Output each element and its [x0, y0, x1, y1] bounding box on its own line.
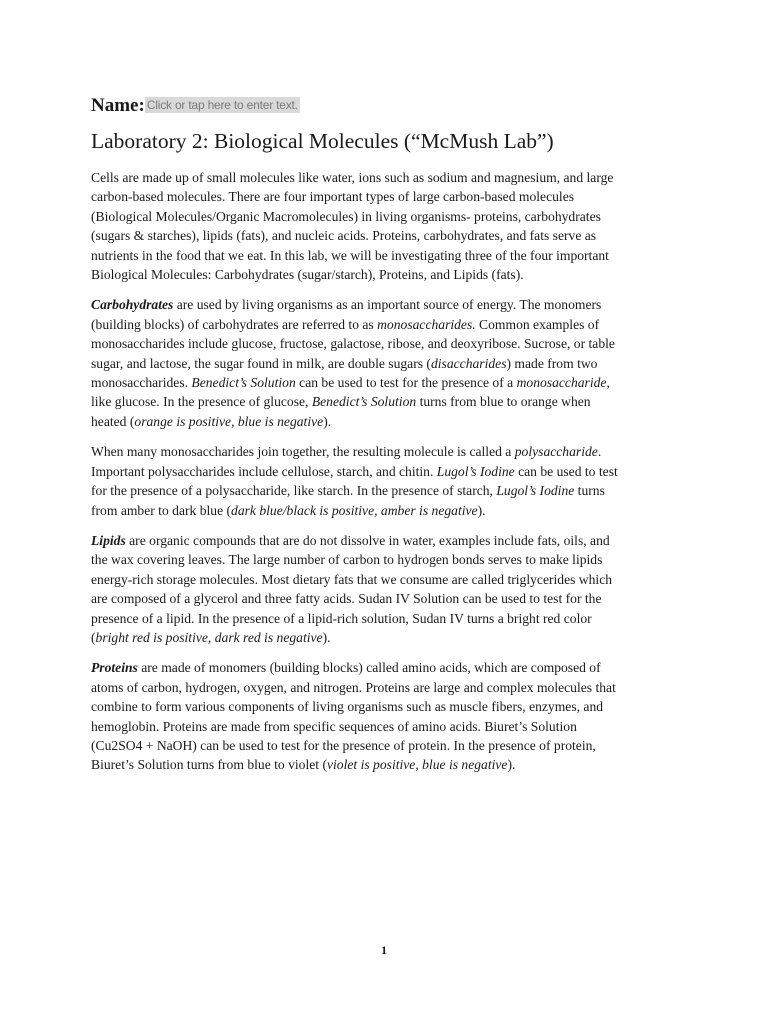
italic-term: disaccharides — [430, 355, 507, 371]
text-line — [91, 392, 681, 411]
polysaccharides-paragraph — [91, 442, 681, 520]
text-line: the wax covering leaves. The large number of carbon to hydrogen bonds serves to make lipids — [91, 552, 603, 568]
text-line — [91, 295, 681, 314]
text-run: Biuret’s Solution turns from blue to violet ( — [91, 757, 327, 773]
text-line — [91, 315, 681, 334]
text-line: carbon-based molecules. There are four important types of large carbon-based molecules — [91, 189, 575, 205]
text-run: are made of monomers (building blocks) called amino acids, which are composed of — [137, 660, 601, 676]
italic-term: monosaccharide — [516, 375, 607, 391]
italic-term: Benedict’s Solution — [311, 394, 417, 410]
text-line: Biological Molecules: Carbohydrates (sugar/starch), Proteins, and Lipids (fats). — [91, 267, 524, 283]
text-line: presence of a lipid. In the presence of a lipid-rich solution, Sudan IV turns a bright red color — [91, 610, 592, 626]
italic-term: monosaccharides. — [377, 316, 476, 332]
text-run: sugar, and lactose, the sugar found in milk, are double sugars ( — [91, 355, 431, 371]
text-run: ). — [322, 629, 331, 645]
text-run: can be used to test — [514, 463, 618, 479]
lipids-term: Lipids — [91, 532, 126, 548]
text-line — [91, 442, 681, 461]
text-run: like glucose. In the presence of glucose, — [91, 394, 312, 410]
text-line: (sugars & starches), lipids (fats), and nucleic acids. Proteins, carbohydrates, and fats serve as — [91, 228, 597, 244]
name-label: Name: — [91, 95, 145, 116]
name-line — [91, 93, 681, 119]
text-run: , — [606, 375, 610, 391]
text-line — [91, 481, 681, 500]
text-run: turns — [574, 483, 605, 499]
text-line — [91, 354, 681, 373]
proteins-term: Proteins — [91, 660, 138, 676]
italic-term: Lugol’s Iodine — [496, 483, 575, 499]
document-body — [91, 93, 681, 775]
text-line: Cells are made up of small molecules like water, ions such as sodium and magnesium, and large — [91, 170, 614, 185]
text-line: are composed of a glycerol and three fatty acids. Sudan IV Solution can be used to test for the — [91, 591, 602, 607]
text-run: ). — [323, 413, 332, 429]
text-run: ). — [507, 757, 516, 773]
text-line — [91, 501, 681, 520]
text-run: (building blocks) of carbohydrates are referred to as — [91, 316, 378, 332]
text-run: are organic compounds that are do not dissolve in water, examples include fats, oils, and — [125, 532, 610, 548]
text-line — [91, 628, 681, 647]
text-line: (Cu2SO4 + NaOH) can be used to test for the presence of protein. In the presence of protein, — [91, 737, 596, 753]
text-line: combine to form various components of living organisms such as muscle fibers, enzymes, and — [91, 699, 604, 715]
italic-term: violet is positive, blue is negative — [327, 757, 508, 773]
text-run: ( — [91, 629, 96, 645]
text-line: nutrients in the food that we eat. In this lab, we will be investigating three of the four important — [91, 247, 609, 263]
proteins-paragraph — [91, 658, 681, 774]
text-line: atoms of carbon, hydrogen, oxygen, and nitrogen. Proteins are large and complex molecules that — [91, 679, 616, 695]
page-number: 1 — [381, 943, 387, 957]
text-run: from amber to dark blue ( — [91, 502, 232, 518]
carbohydrates-paragraph — [91, 295, 681, 431]
text-run: heated ( — [91, 413, 135, 429]
italic-term: dark blue/black is positive, amber is negative — [231, 502, 478, 518]
text-line: monosaccharides include glucose, fructose, galactose, ribose, and deoxyribose. Sucrose, or table — [91, 336, 615, 352]
text-run: ) made from two — [506, 355, 598, 371]
italic-term: polysaccharide — [514, 444, 598, 460]
italic-term: bright red is positive, dark red is negative — [95, 629, 323, 645]
text-line: hemoglobin. Proteins are made from specific sequences of amino acids. Biuret’s Solution — [91, 718, 577, 734]
text-run: for the presence of a polysaccharide, like starch. In the presence of starch, — [91, 483, 497, 499]
carbohydrates-term: Carbohydrates — [91, 297, 174, 313]
text-line — [91, 462, 681, 481]
text-run: . — [597, 444, 602, 460]
name-input-field[interactable]: Click or tap here to enter text. — [146, 98, 298, 112]
text-line — [91, 412, 681, 431]
page-title: Laboratory 2: Biological Molecules (“McMush Lab”) — [91, 129, 554, 153]
text-line — [91, 531, 681, 550]
italic-term: Lugol’s Iodine — [436, 463, 515, 479]
text-line: energy-rich storage molecules. Most dietary fats that we consume are called triglycerides which — [91, 571, 613, 587]
text-line: (Biological Molecules/Organic Macromolecules) in living organisms- proteins, carbohydrates — [91, 208, 601, 224]
intro-paragraph — [91, 168, 681, 284]
text-run: When many monosaccharides join together, the resulting molecule is called a — [91, 444, 515, 460]
text-run: ). — [477, 502, 486, 518]
italic-term: Benedict’s Solution — [191, 375, 296, 391]
text-run: monosaccharides. — [91, 375, 192, 391]
text-line — [91, 755, 681, 774]
text-line — [91, 658, 681, 677]
text-run: can be used to test for the presence of a — [295, 375, 517, 391]
text-line — [91, 373, 681, 392]
text-run: are used by living organisms as an important source of energy. The monomers — [173, 297, 602, 313]
text-run: Common examples of — [475, 316, 600, 332]
text-run: turns from blue to orange when — [416, 394, 591, 410]
text-run: Important polysaccharides include cellulose, starch, and chitin. — [91, 463, 437, 479]
italic-term: orange is positive, blue is negative — [134, 413, 324, 429]
lipids-paragraph — [91, 531, 681, 647]
